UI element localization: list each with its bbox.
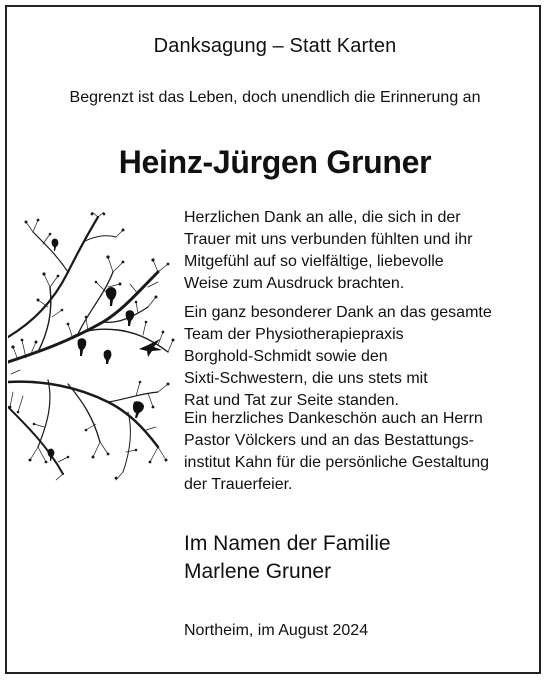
text-line: institut Kahn für die persönliche Gestaltung	[184, 454, 490, 471]
deceased-name: Heinz-Jürgen Gruner	[118, 144, 432, 180]
text-line: Pastor Völckers und an das Bestattungs-	[184, 432, 474, 449]
text-line: Rat und Tat zur Seite standen.	[184, 392, 399, 409]
text-line: Mitgefühl auf so vielfältige, liebevolle	[184, 253, 444, 270]
tree-branches-with-birds-icon	[8, 212, 176, 482]
signature	[184, 530, 391, 586]
text-line: der Trauerfeier.	[184, 476, 293, 493]
text-line: Ein ganz besonderer Dank an das gesamte	[184, 304, 492, 321]
signature-line: Im Namen der Familie	[184, 532, 391, 555]
thanks-paragraph-1	[184, 207, 472, 295]
text-line: Sixti-Schwestern, die uns stets mit	[184, 370, 428, 387]
text-line: Team der Physiotherapiepraxis	[184, 326, 404, 343]
text-line: Borghold-Schmidt sowie den	[184, 348, 388, 365]
notice-heading: Danksagung – Statt Karten	[153, 35, 397, 57]
notice-subheading: Begrenzt ist das Leben, doch unendlich die Erinnerung an	[69, 89, 481, 106]
thanks-paragraph-2	[184, 302, 492, 412]
thanks-paragraph-3	[184, 408, 489, 496]
place-date: Northeim, im August 2024	[184, 622, 369, 639]
text-line: Ein herzliches Dankeschön auch an Herrn	[184, 410, 483, 427]
text-line: Herzlichen Dank an alle, die sich in der	[184, 209, 461, 226]
signature-line: Marlene Gruner	[184, 560, 332, 583]
text-line: Trauer mit uns verbunden fühlten und ihr	[184, 231, 473, 248]
text-line: Weise zum Ausdruck brachten.	[184, 275, 405, 292]
